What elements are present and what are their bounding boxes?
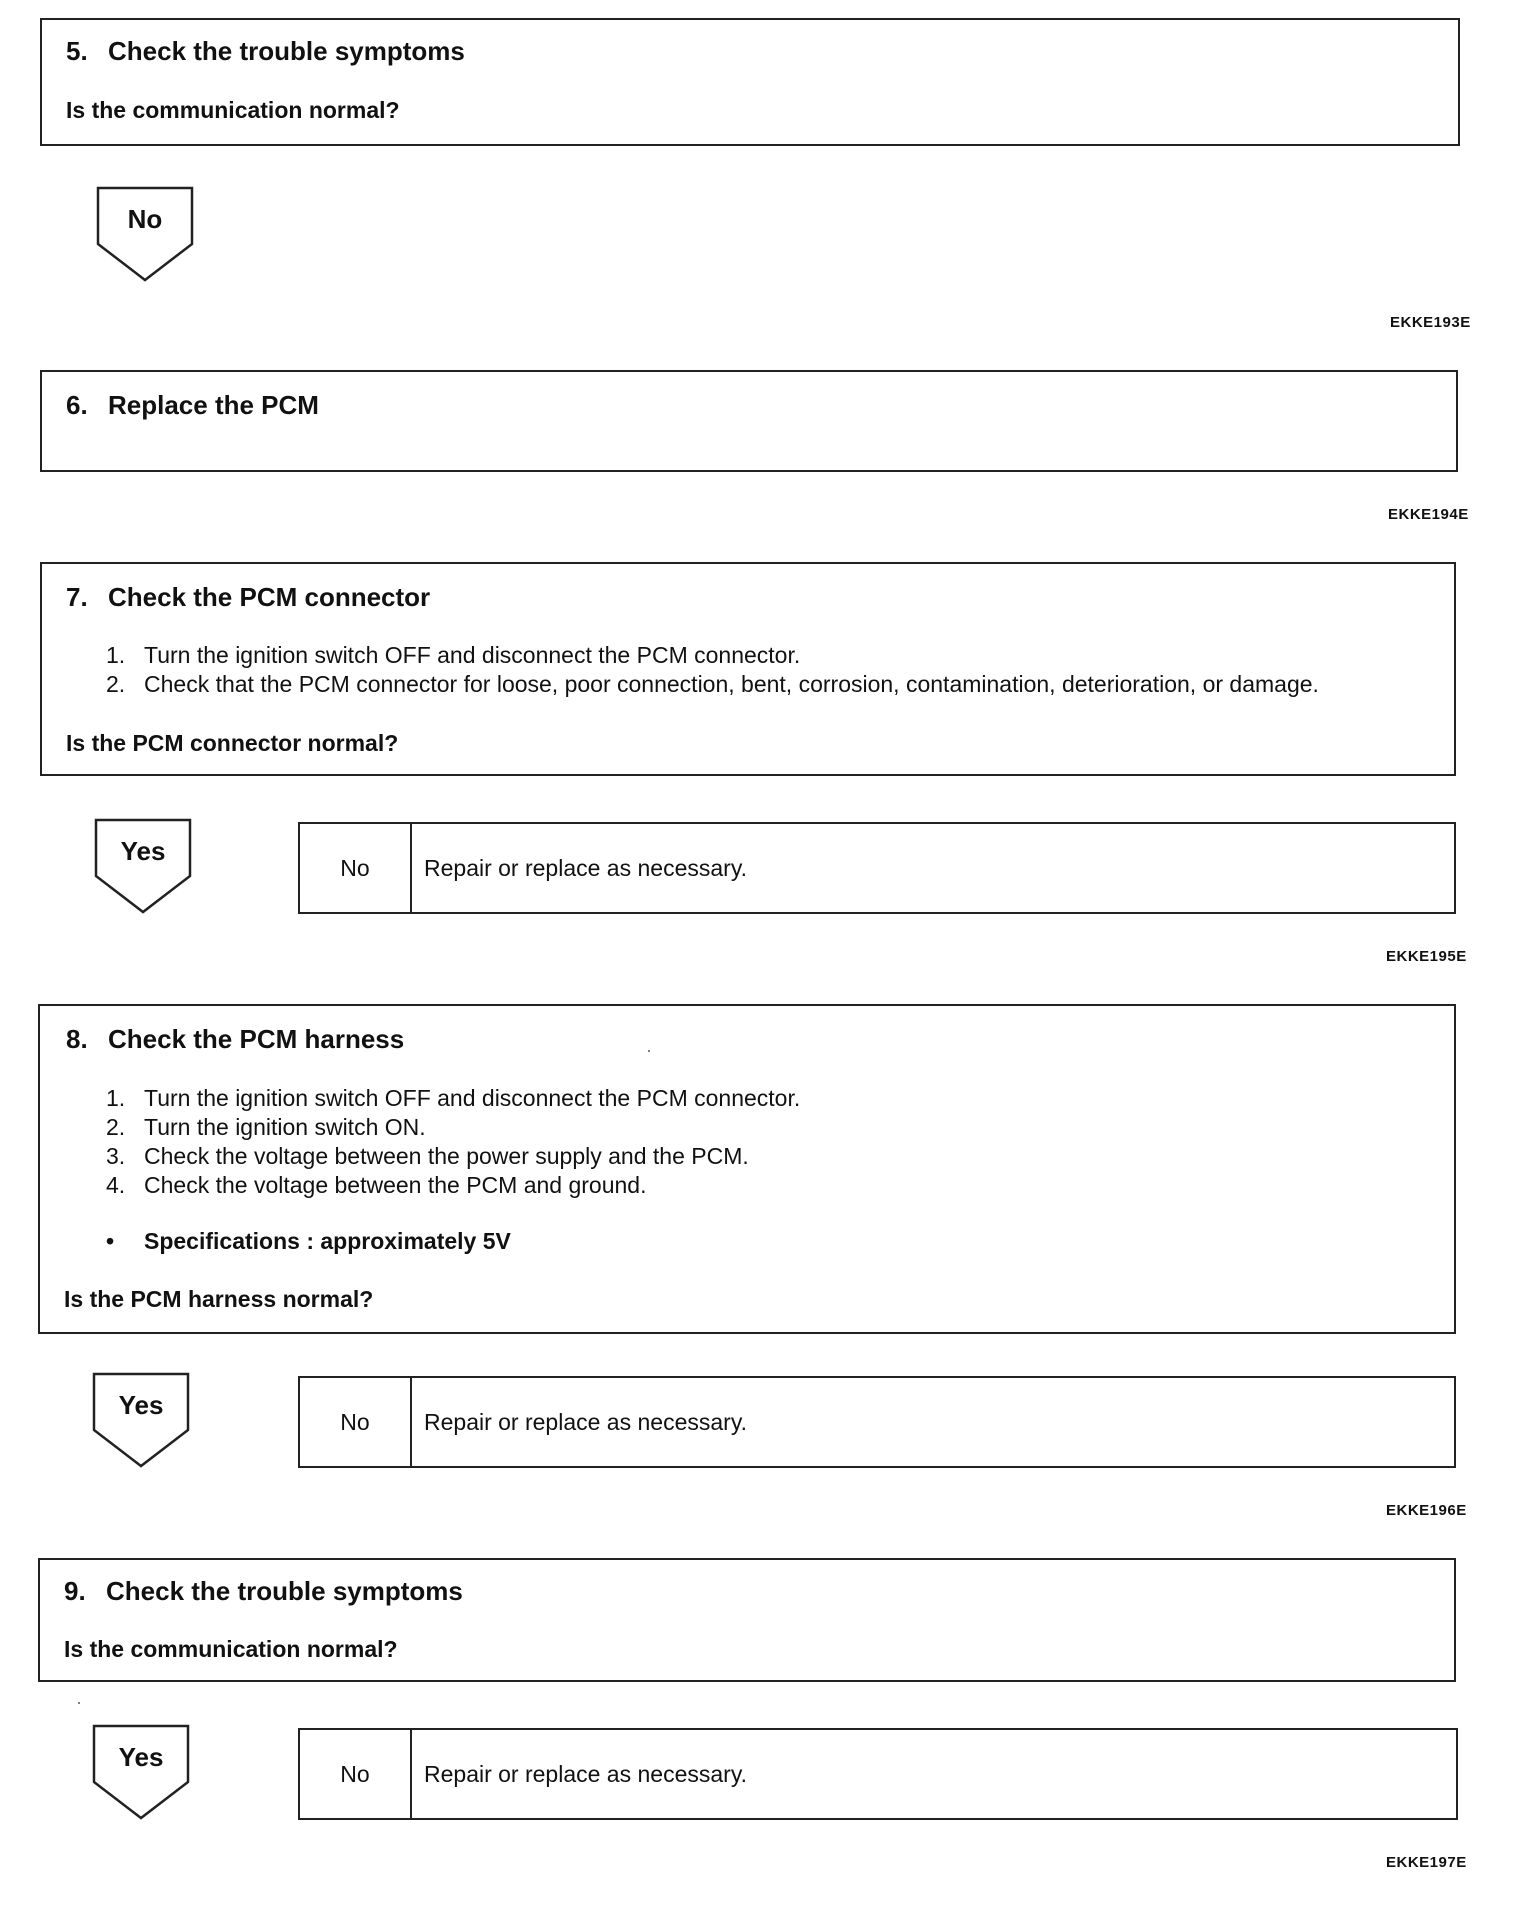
step-title-text: Replace the PCM [108,390,319,420]
step-9-title [64,1576,463,1607]
instruction-text: Turn the ignition switch OFF and disconnect the PCM connector. [144,642,801,668]
bullet-icon: • [106,1228,115,1254]
step-8-no-result [298,1376,1456,1468]
no-label: No [300,824,412,912]
instruction-text: Check the voltage between the power supply and the PCM. [144,1143,749,1169]
no-action: Repair or replace as necessary. [424,1408,747,1435]
step-5-question: Is the communication normal? [66,97,400,123]
step-title-text: Check the PCM harness [108,1024,405,1054]
instruction-number: 2. [106,671,126,697]
figure-code: EKKE195E [1386,948,1467,965]
step-7-no-result [298,822,1456,914]
step-5-title [66,36,465,67]
arrow-label: Yes [120,836,166,866]
instruction-text: Check that the PCM connector for loose, poor connection, bent, corrosion, contamination, deterioration, or damage. [144,671,1319,697]
step-7-question: Is the PCM connector normal? [66,730,399,756]
instruction-number: 2. [106,1114,126,1140]
step-number: 8. [66,1024,88,1054]
step-title-text: Check the PCM connector [108,582,431,612]
step-7-yes-arrow [94,818,192,914]
step-8-question: Is the PCM harness normal? [64,1286,374,1312]
instruction-item [106,1113,800,1142]
instruction-item [106,1084,800,1113]
instruction-text: Turn the ignition switch OFF and disconnect the PCM connector. [144,1085,801,1111]
instruction-text: Check the voltage between the PCM and ground. [144,1172,647,1198]
instruction-item [106,1142,800,1171]
step-9-no-result [298,1728,1458,1820]
step-number: 7. [66,582,88,612]
instruction-item [106,1171,800,1200]
step-7-instructions [106,641,1319,699]
step-number: 9. [64,1576,86,1606]
step-8-box [38,1004,1456,1334]
instruction-text: Turn the ignition switch ON. [144,1114,426,1140]
step-6-title [66,390,319,421]
figure-code: EKKE194E [1388,506,1469,523]
scan-speck [648,1050,650,1052]
step-number: 5. [66,36,88,66]
step-6-box [40,370,1458,472]
instruction-item [106,670,1319,699]
arrow-label: Yes [118,1390,164,1420]
figure-code: EKKE196E [1386,1502,1467,1519]
step-9-box [38,1558,1456,1682]
figure-code: EKKE193E [1390,314,1471,331]
instruction-number: 1. [106,1085,126,1111]
step-5-no-arrow [96,186,194,282]
arrow-label: Yes [118,1742,164,1772]
step-9-yes-arrow [92,1724,190,1820]
step-5-box [40,18,1460,146]
step-title-text: Check the trouble symptoms [106,1576,463,1606]
specification [106,1228,511,1255]
step-8-instructions [106,1084,800,1200]
instruction-item [106,641,1319,670]
step-7-title [66,582,430,613]
instruction-number: 3. [106,1143,126,1169]
step-number: 6. [66,390,88,420]
no-label: No [300,1730,412,1818]
instruction-number: 4. [106,1172,126,1198]
no-action: Repair or replace as necessary. [424,854,747,881]
instruction-number: 1. [106,642,126,668]
specification-text: Specifications : approximately 5V [144,1228,511,1254]
no-label: No [300,1378,412,1466]
step-8-title [66,1024,404,1055]
step-7-box [40,562,1456,776]
figure-code: EKKE197E [1386,1854,1467,1871]
step-9-question: Is the communication normal? [64,1636,398,1662]
step-title-text: Check the trouble symptoms [108,36,465,66]
scan-speck [78,1702,80,1704]
no-action: Repair or replace as necessary. [424,1760,747,1787]
arrow-label: No [127,204,163,234]
step-8-yes-arrow [92,1372,190,1468]
